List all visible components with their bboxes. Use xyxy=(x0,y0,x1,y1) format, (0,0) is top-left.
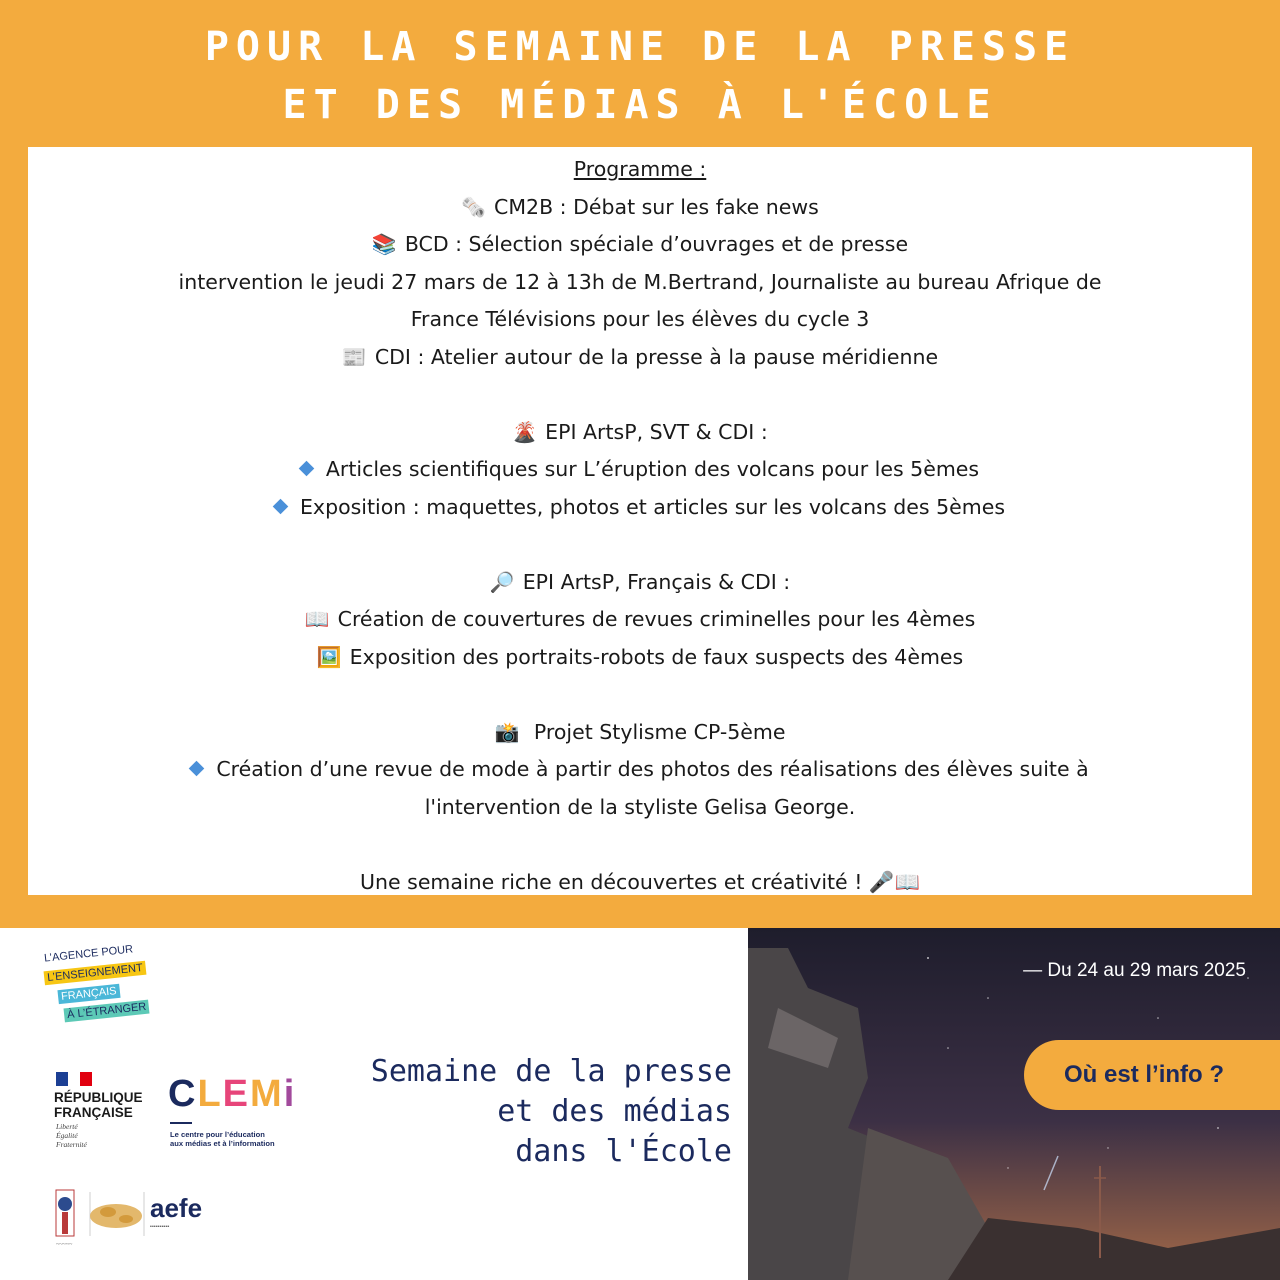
logo-text: L’ENSEIGNEMENT xyxy=(44,961,147,986)
program-section-heading: 🔎 EPI ArtsP, Français & CDI : xyxy=(28,564,1252,602)
newspaper-roll-icon: 🗞️ xyxy=(461,194,487,219)
bottom-banner xyxy=(0,928,1280,1280)
divider xyxy=(170,1122,192,1124)
logo-text: L’AGENCE POUR xyxy=(43,943,134,965)
program-box xyxy=(28,147,1252,895)
framed-picture-icon: 🖼️ xyxy=(316,644,342,669)
event-title-line: dans l'École xyxy=(515,1134,732,1169)
republique-text: RÉPUBLIQUE FRANÇAISE xyxy=(54,1090,143,1120)
aefe-partner-logo xyxy=(54,1188,224,1254)
header-title-line-1: POUR LA SEMAINE DE LA PRESSE xyxy=(204,24,1076,70)
event-title-line: et des médias xyxy=(497,1094,732,1129)
school-and-world-map-icon xyxy=(54,1188,146,1240)
event-title xyxy=(340,1052,732,1172)
program-section-heading: 🌋 EPI ArtsP, SVT & CDI : xyxy=(28,414,1252,452)
theme-text: Où est l’info ? xyxy=(1064,1061,1224,1088)
spacer xyxy=(28,526,1252,564)
camera-flash-icon: 📸 xyxy=(494,719,520,744)
aefe-tagline: ▪▪▪▪▪▪▪▪▪▪ xyxy=(150,1224,170,1230)
program-item: 📚 BCD : Sélection spéciale d’ouvrages et de presse xyxy=(28,226,1252,264)
program-item: Articles scientifiques sur L’éruption des volcans pour les 5èmes xyxy=(28,451,1252,489)
clemi-subtitle: Le centre pour l’éducation aux médias et à l’information xyxy=(170,1130,275,1148)
blue-diamond-icon xyxy=(189,761,205,777)
aefe-wordmark: aefe xyxy=(150,1193,203,1223)
program-item: 📰 CDI : Atelier autour de la presse à la pause méridienne xyxy=(28,339,1252,377)
open-book-icon: 📖 xyxy=(304,607,330,631)
signature: ~~~~~ xyxy=(56,1242,73,1248)
clemi-wordmark: CLEMi xyxy=(168,1073,297,1115)
blue-diamond-icon xyxy=(273,498,289,514)
event-dates: — Du 24 au 29 mars 2025 xyxy=(1023,960,1246,981)
event-title-line: Semaine de la presse xyxy=(370,1054,732,1089)
republique-motto: Liberté Égalité Fraternité xyxy=(56,1122,87,1149)
theme-badge xyxy=(1024,1040,1280,1110)
blue-diamond-icon xyxy=(299,461,315,477)
program-item: 🖼️ Exposition des portraits-robots de faux suspects des 4èmes xyxy=(28,639,1252,677)
program-section-heading: 📸 Projet Stylisme CP-5ème xyxy=(28,714,1252,752)
program-list xyxy=(28,151,1252,901)
aefe-agency-logo xyxy=(40,940,190,1024)
program-item: 🗞️ CM2B : Débat sur les fake news xyxy=(28,189,1252,227)
program-item: Création d’une revue de mode à partir des photos des réalisations des élèves suite à xyxy=(28,751,1252,789)
program-item: l'intervention de la styliste Gelisa George. xyxy=(424,794,856,819)
republique-francaise-logo xyxy=(54,1070,164,1154)
volcano-icon: 🌋 xyxy=(512,419,538,444)
books-icon: 📚 xyxy=(371,232,397,256)
spacer xyxy=(28,826,1252,864)
logo-text: FRANÇAIS xyxy=(57,984,120,1004)
program-item: Exposition : maquettes, photos et articles sur les volcans des 5èmes xyxy=(28,489,1252,527)
program-heading: Programme : xyxy=(573,157,707,181)
program-item: 📖 Création de couvertures de revues criminelles pour les 4èmes xyxy=(28,601,1252,639)
program-closing-line: Une semaine riche en découvertes et créativité ! 🎤📖 xyxy=(360,869,920,894)
page-header-title xyxy=(0,18,1280,134)
logo-text: À L’ÉTRANGER xyxy=(64,1000,150,1023)
newspaper-icon: 📰 xyxy=(341,344,367,369)
spacer xyxy=(28,376,1252,414)
program-item: France Télévisions pour les élèves du cycle 3 xyxy=(410,307,870,331)
night-sky-ruins-photo xyxy=(748,928,1280,1280)
header-title-line-2: ET DES MÉDIAS À L'ÉCOLE xyxy=(282,82,998,128)
spacer xyxy=(28,676,1252,714)
program-item: intervention le jeudi 27 mars de 12 à 13h de M.Bertrand, Journaliste au bureau Afrique de xyxy=(178,269,1102,294)
clemi-logo xyxy=(168,1074,318,1152)
french-flag-icon xyxy=(56,1072,92,1086)
magnifier-icon: 🔎 xyxy=(489,569,515,594)
